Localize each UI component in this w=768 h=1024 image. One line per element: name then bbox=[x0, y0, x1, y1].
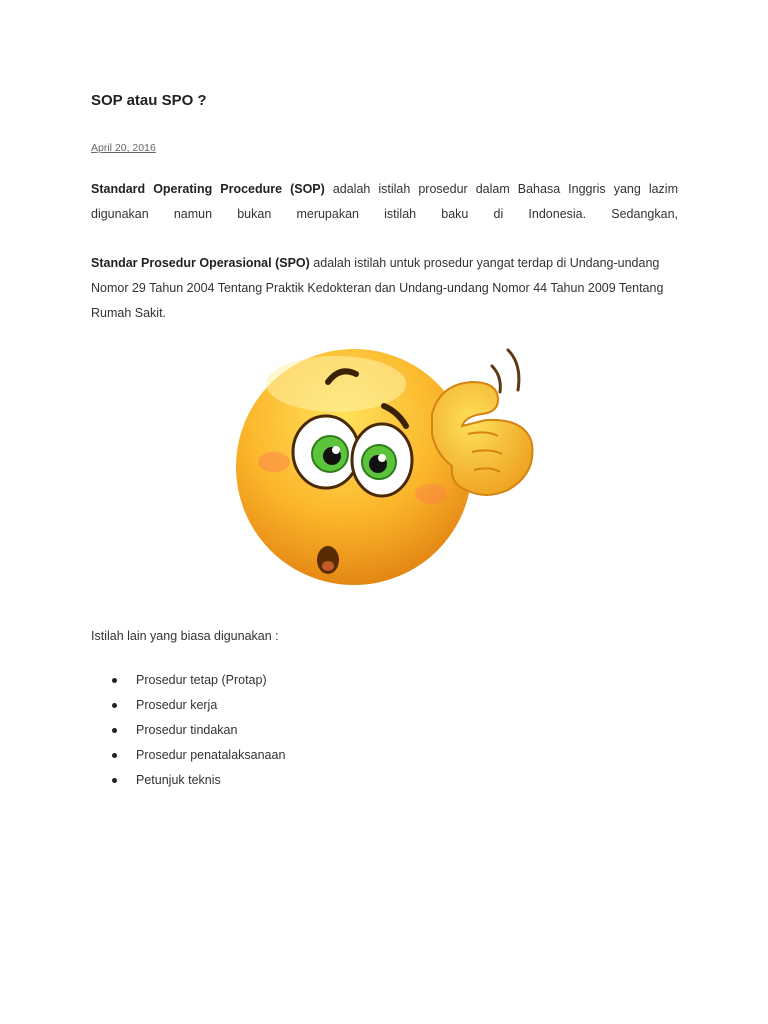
article-date-link[interactable]: April 20, 2016 bbox=[91, 142, 156, 154]
list-item: Prosedur tetap (Protap) bbox=[108, 668, 508, 693]
term-spo: Standar Prosedur Operasional (SPO) bbox=[91, 256, 310, 270]
paragraph-spo bbox=[91, 251, 678, 326]
paragraph-spo-text: adalah istilah untuk prosedur yangat terdap di Undang-undang Nomor 29 Tahun 2004 Tentang Praktik Kedokteran dan Undang-undang Nomor 44 Tahun 2009 Tentang Rumah Sakit. bbox=[91, 256, 664, 320]
bullet-icon bbox=[112, 703, 117, 708]
paragraph-sop bbox=[91, 177, 678, 227]
article-title: SOP atau SPO ? bbox=[91, 92, 207, 109]
term-sop: Standard Operating Procedure (SOP) bbox=[91, 182, 325, 196]
paragraph-sop-text: adalah istilah prosedur dalam Bahasa Inggris yang lazim digunakan namun bukan merupakan istilah baku di Indonesia. Sedangkan, bbox=[91, 182, 678, 221]
bullet-icon bbox=[112, 728, 117, 733]
confused-thinking-emoji-icon bbox=[236, 344, 536, 590]
bullet-icon bbox=[112, 753, 117, 758]
list-item: Prosedur kerja bbox=[108, 693, 508, 718]
list-intro: Istilah lain yang biasa digunakan : bbox=[91, 629, 279, 643]
list-item: Petunjuk teknis bbox=[108, 768, 508, 793]
list-item: Prosedur tindakan bbox=[108, 718, 508, 743]
terms-list bbox=[108, 668, 508, 793]
list-item: Prosedur penatalaksanaan bbox=[108, 743, 508, 768]
bullet-icon bbox=[112, 678, 117, 683]
bullet-icon bbox=[112, 778, 117, 783]
